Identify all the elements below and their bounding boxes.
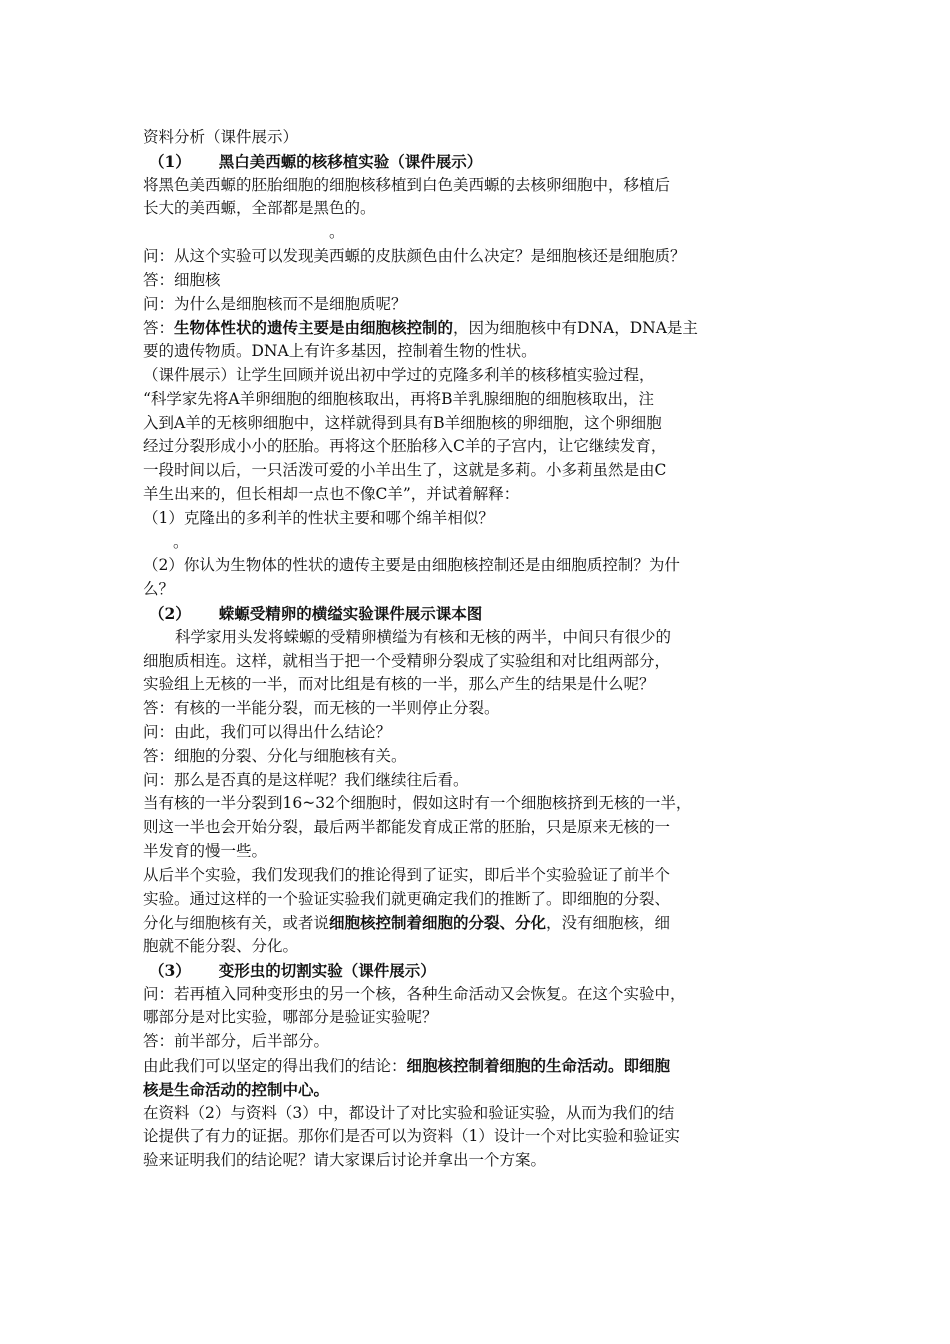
answer-line bbox=[143, 316, 815, 340]
paragraph-line: 从后半个实验，我们发现我们的推论得到了证实，即后半个实验验证了前半个 bbox=[143, 865, 671, 884]
paragraph-line: “科学家先将A羊卵细胞的细胞核取出，再将B羊乳腺细胞的细胞核取出，注 bbox=[143, 389, 655, 408]
paragraph-line: 在资料（2）与资料（3）中，都设计了对比实验和验证实验，从而为我们的结 bbox=[143, 1103, 675, 1122]
section-3-title: 变形虫的切割实验（课件展示） bbox=[218, 960, 436, 980]
question-line: 哪部分是对比实验，哪部分是验证实验呢？ bbox=[143, 1008, 438, 1027]
paragraph-line: 入到A羊的无核卵细胞中，这样就得到具有B羊细胞核的卵细胞，这个卵细胞 bbox=[143, 413, 662, 432]
bold-conclusion: 细胞核控制着细胞的生命活动。即细胞 bbox=[406, 1056, 671, 1076]
paragraph-line: 验来证明我们的结论呢？请大家课后讨论并拿出一个方案。 bbox=[143, 1151, 547, 1170]
paragraph-text: 分化与细胞核有关，或者说 bbox=[143, 914, 330, 933]
section-2-title: 蝾螈受精卵的横缢实验课件展示课本图 bbox=[218, 603, 483, 623]
bold-conclusion: 生物体性状的遗传主要是由细胞核控制的 bbox=[174, 318, 454, 338]
paragraph-line: 细胞质相连。这样，就相当于把一个受精卵分裂成了实验组和对比组两部分， bbox=[143, 651, 671, 670]
bold-conclusion: 细胞核控制着细胞的分裂、分化 bbox=[329, 913, 547, 933]
section-2-heading bbox=[143, 602, 815, 626]
paragraph-line: 经过分裂形成小小的胚胎。再将这个胚胎移入C羊的子宫内，让它继续发育， bbox=[143, 437, 667, 456]
section-1-number: （1） bbox=[149, 151, 191, 171]
stray-dot: 。 bbox=[329, 223, 345, 242]
doc-title: 资料分析（课件展示） bbox=[143, 128, 299, 146]
paragraph-line: 当有核的一半分裂到16~32个细胞时，假如这时有一个细胞核挤到无核的一半， bbox=[143, 794, 692, 813]
paragraph-line: 将黑色美西螈的胚胎细胞的细胞核移植到白色美西螈的去核卵细胞中，移植后 bbox=[143, 175, 671, 194]
section-3-number: （3） bbox=[149, 960, 191, 980]
answer-line: 答：前半部分，后半部分。 bbox=[143, 1032, 330, 1051]
paragraph-line: （课件展示）让学生回顾并说出初中学过的克隆多利羊的核移植实验过程， bbox=[143, 365, 655, 384]
answer-line: 答：细胞的分裂、分化与细胞核有关。 bbox=[143, 746, 407, 765]
answer-line: 答：细胞核 bbox=[143, 270, 221, 289]
document-body bbox=[143, 126, 815, 1173]
paragraph-line: 胞就不能分裂、分化。 bbox=[143, 937, 299, 956]
paragraph-line: 半发育的慢一些。 bbox=[143, 841, 268, 860]
bold-conclusion: 核是生命活动的控制中心。 bbox=[143, 1079, 330, 1099]
question-line: 问：那么是否真的是这样呢？我们继续往后看。 bbox=[143, 770, 469, 789]
question-line: 问：从这个实验可以发现美西螈的皮肤颜色由什么决定？是细胞核还是细胞质？ bbox=[143, 246, 686, 265]
paragraph-line: 羊生出来的，但长相却一点也不像C羊”，并试着解释： bbox=[143, 484, 520, 503]
section-3-heading bbox=[143, 959, 815, 983]
paragraph-line: 一段时间以后，一只活泼可爱的小羊出生了，这就是多莉。小多莉虽然是由C bbox=[143, 461, 667, 480]
question-line: 问：由此，我们可以得出什么结论？ bbox=[143, 722, 392, 741]
paragraph-text: ，没有细胞核，细 bbox=[546, 914, 671, 933]
paragraph-line: 长大的美西螈，全部都是黑色的。 bbox=[143, 199, 376, 218]
paragraph-line: 实验组上无核的一半，而对比组是有核的一半，那么产生的结果是什么呢？ bbox=[143, 675, 655, 694]
section-1-heading bbox=[143, 150, 815, 174]
answer-text: ，因为细胞核中有DNA，DNA是主 bbox=[453, 319, 698, 338]
paragraph-line: 科学家用头发将蝾螈的受精卵横缢为有核和无核的两半，中间只有很少的 bbox=[175, 627, 672, 646]
stray-dot: 。 bbox=[173, 532, 189, 551]
question-line: （2）你认为生物体的性状的遗传主要是由细胞核控制还是由细胞质控制？为什 bbox=[143, 556, 680, 575]
section-2-number: （2） bbox=[149, 603, 191, 623]
paragraph-line: 则这一半也会开始分裂，最后两半都能发育成正常的胚胎，只是原来无核的一 bbox=[143, 818, 671, 837]
paragraph-text: 由此我们可以坚定的得出我们的结论： bbox=[143, 1057, 407, 1076]
question-line: 问：为什么是细胞核而不是细胞质呢？ bbox=[143, 294, 407, 313]
question-line: 问：若再植入同种变形虫的另一个核，各种生命活动又会恢复。在这个实验中， bbox=[143, 984, 686, 1003]
paragraph-line bbox=[143, 1054, 815, 1078]
answer-line: 答：有核的一半能分裂，而无核的一半则停止分裂。 bbox=[143, 699, 500, 718]
paragraph-line: 实验。通过这样的一个验证实验我们就更确定我们的推断了。即细胞的分裂、 bbox=[143, 889, 671, 908]
answer-prefix: 答： bbox=[143, 319, 175, 338]
question-line: 么？ bbox=[143, 580, 175, 599]
paragraph-line bbox=[143, 911, 815, 935]
paragraph-line: 论提供了有力的证据。那你们是否可以为资料（1）设计一个对比实验和验证实 bbox=[143, 1127, 680, 1146]
question-line: （1）克隆出的多利羊的性状主要和哪个绵羊相似？ bbox=[143, 508, 494, 527]
section-1-title: 黑白美西螈的核移植实验（课件展示） bbox=[218, 151, 483, 171]
paragraph-line: 要的遗传物质。DNA上有许多基因，控制着生物的性状。 bbox=[143, 342, 537, 361]
